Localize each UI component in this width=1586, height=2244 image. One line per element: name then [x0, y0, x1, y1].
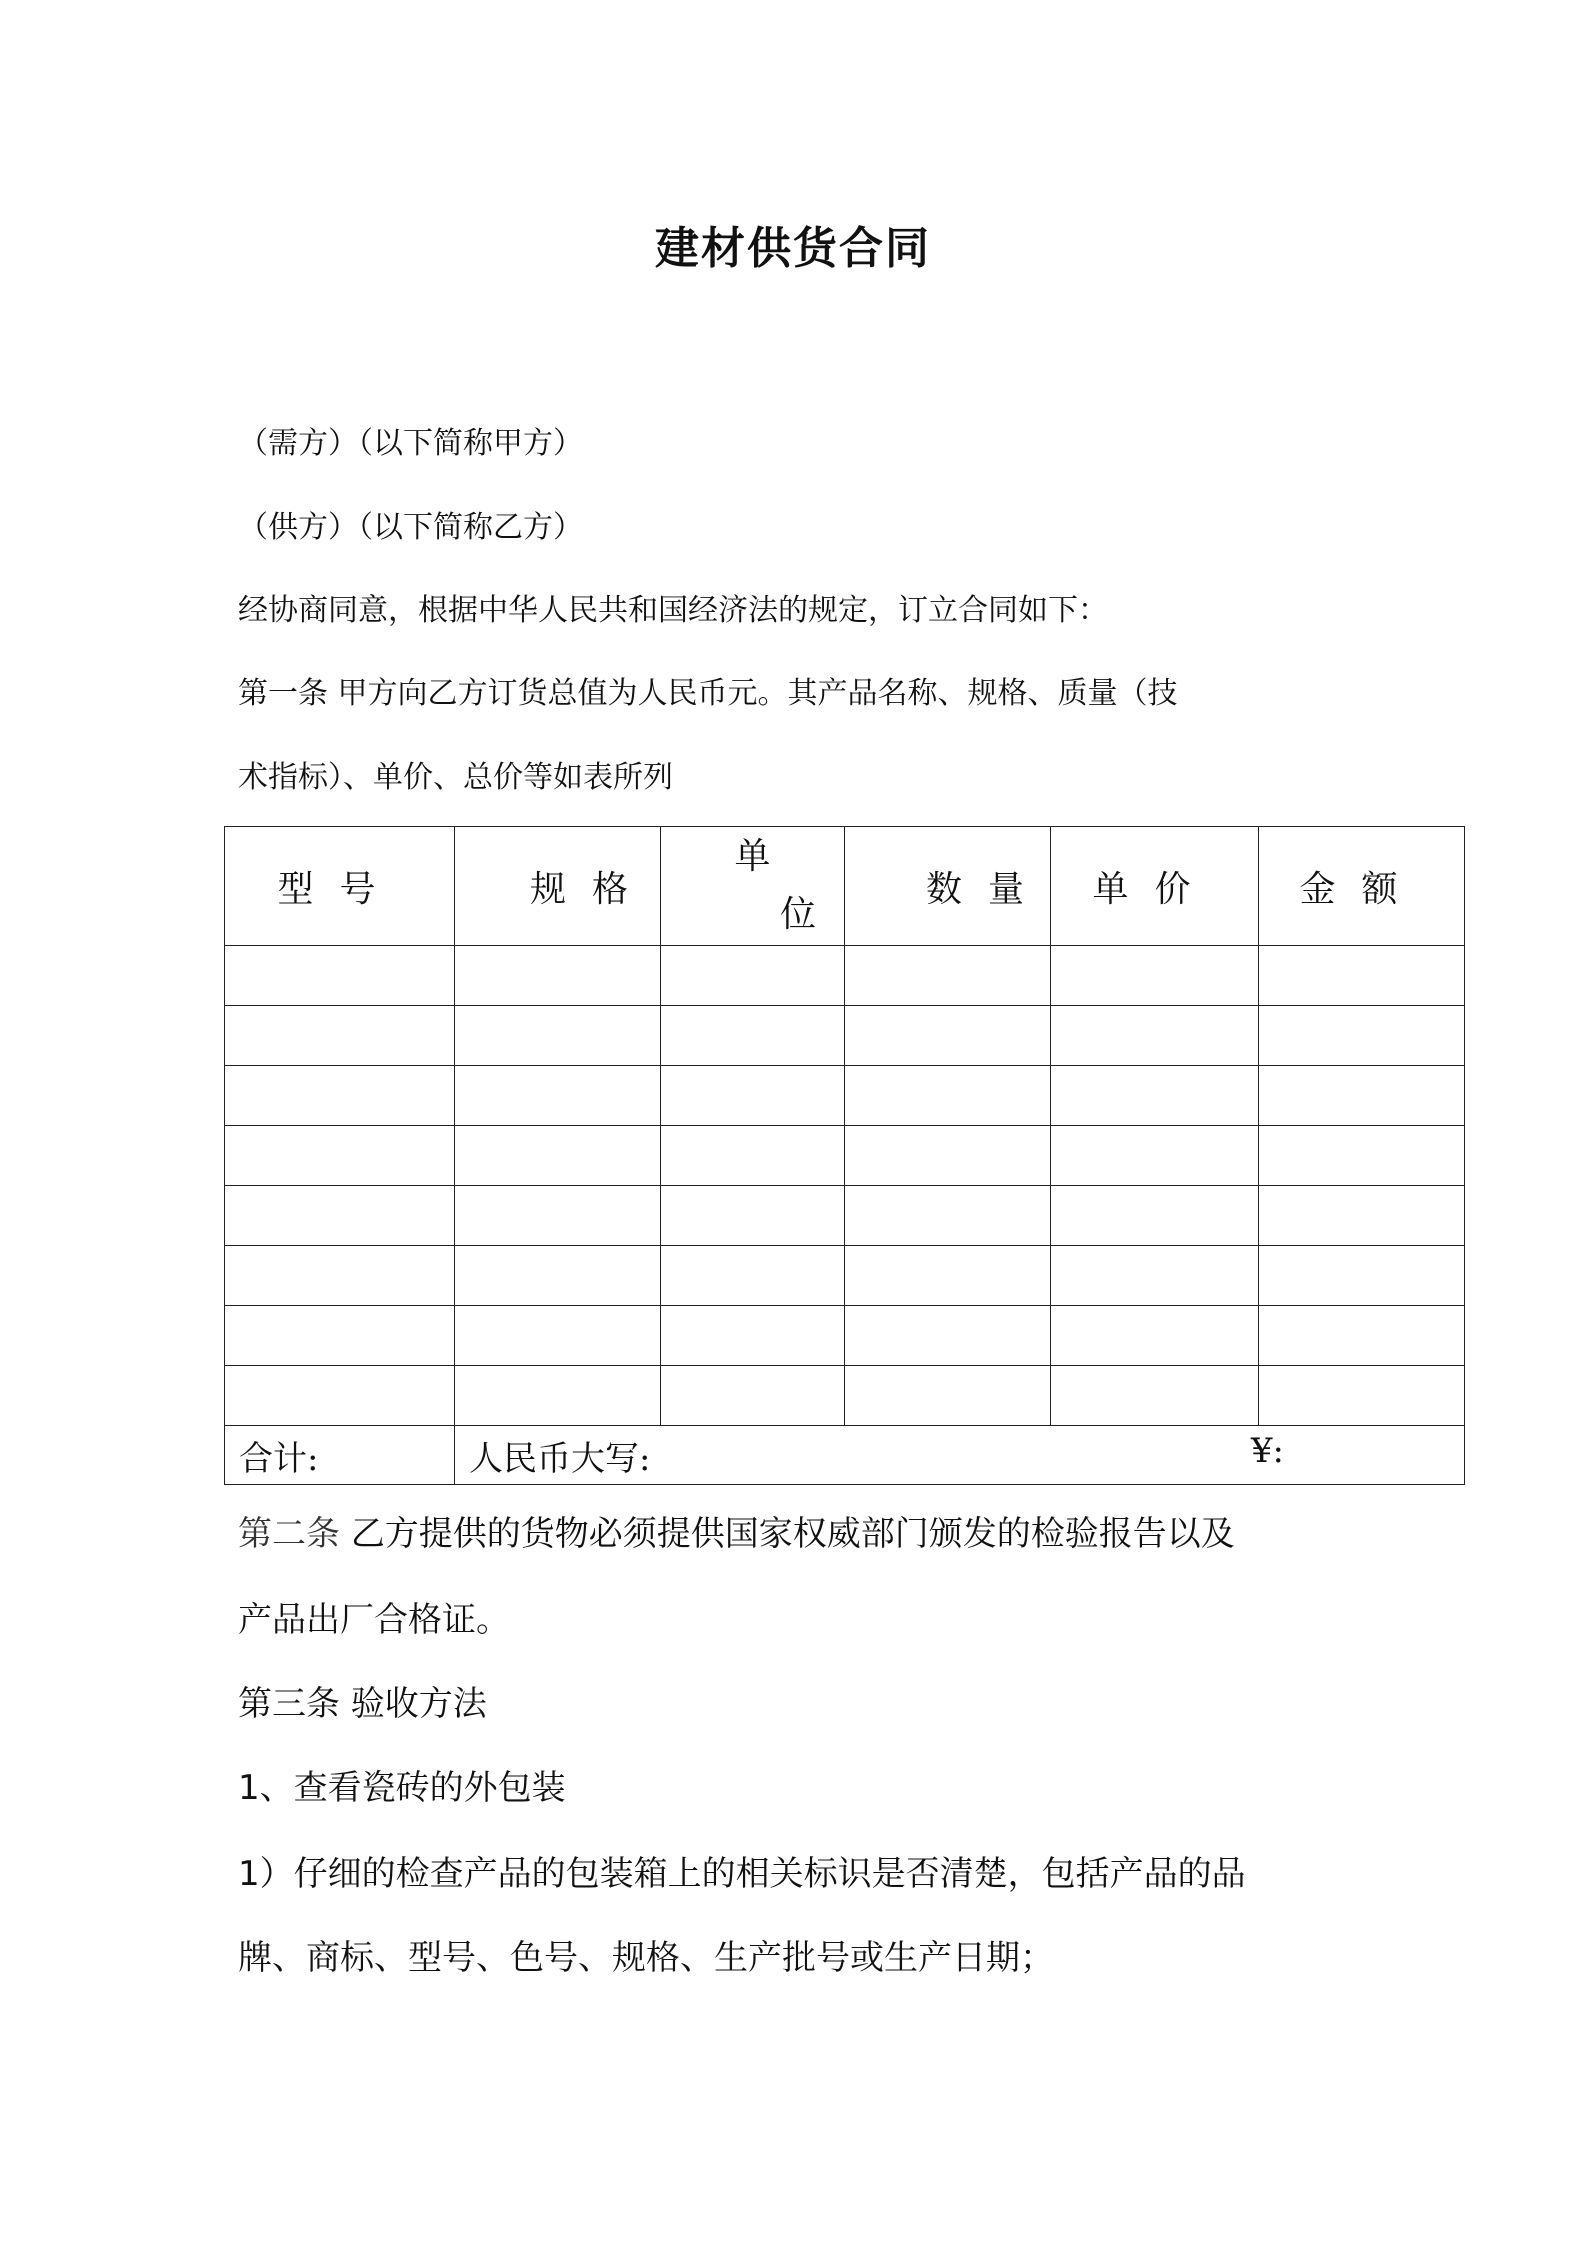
table-row — [225, 1006, 1465, 1066]
table-cell — [1051, 1006, 1259, 1066]
table-row — [225, 1366, 1465, 1426]
header-spec: 规格 — [455, 827, 661, 946]
table-cell — [1259, 1066, 1465, 1126]
table-cell — [661, 1126, 845, 1186]
header-quantity: 数量 — [845, 827, 1051, 946]
article2-label: 第二条 — [238, 1514, 340, 1554]
table-cell — [661, 1066, 845, 1126]
article1-line1: 第一条 甲方向乙方订货总值为人民币元。其产品名称、规格、质量（技 — [238, 676, 1178, 711]
yen-label: ¥: — [1250, 1430, 1284, 1471]
header-price: 单价 — [1051, 827, 1259, 946]
table-row — [225, 1126, 1465, 1186]
table-cell — [455, 1006, 661, 1066]
table-cell — [661, 1306, 845, 1366]
table-cell — [455, 1366, 661, 1426]
intro-line: 经协商同意，根据中华人民共和国经济法的规定，订立合同如下： — [238, 593, 1108, 628]
article1-line2: 术指标）、单价、总价等如表所列 — [238, 760, 673, 795]
buyer-line: （需方）（以下简称甲方） — [238, 426, 583, 461]
table-row — [225, 1306, 1465, 1366]
table-cell — [225, 1006, 455, 1066]
article2-text: 乙方提供的货物必须提供国家权威部门颁发的检验报告以及 — [350, 1514, 1235, 1554]
table-cell — [1051, 1366, 1259, 1426]
goods-table — [224, 826, 1465, 1485]
rmb-upper-label: 人民币大写: — [469, 1438, 651, 1479]
table-cell — [1051, 1186, 1259, 1246]
article3-heading: 第三条 验收方法 — [238, 1684, 487, 1724]
article2-line1 — [238, 1506, 1235, 1555]
header-unit — [661, 827, 845, 946]
table-cell — [1259, 1126, 1465, 1186]
supplier-line: （供方）（以下简称乙方） — [238, 510, 583, 545]
table-cell — [845, 1306, 1051, 1366]
table-cell — [225, 946, 455, 1006]
table-row — [225, 1186, 1465, 1246]
article3-sub1-line2: 牌、商标、型号、色号、规格、生产批号或生产日期； — [238, 1938, 1054, 1978]
table-row — [225, 946, 1465, 1006]
table-cell — [1259, 946, 1465, 1006]
table-cell — [845, 1006, 1051, 1066]
table-row — [225, 1066, 1465, 1126]
table-cell — [845, 1066, 1051, 1126]
table-cell — [1051, 1246, 1259, 1306]
table-cell — [225, 1306, 455, 1366]
table-cell — [845, 1126, 1051, 1186]
table-header-row — [225, 827, 1465, 946]
header-unit-top: 单 — [734, 836, 771, 877]
table-cell — [455, 1186, 661, 1246]
table-cell — [1259, 1306, 1465, 1366]
table-cell — [1051, 1306, 1259, 1366]
table-cell — [225, 1186, 455, 1246]
table-cell — [1259, 1186, 1465, 1246]
table-cell — [225, 1366, 455, 1426]
table-cell — [661, 1246, 845, 1306]
table-cell — [845, 1246, 1051, 1306]
header-amount: 金额 — [1259, 827, 1465, 946]
table-row — [225, 1246, 1465, 1306]
table-cell — [845, 1186, 1051, 1246]
article2-line2: 产品出厂合格证。 — [238, 1600, 510, 1640]
table-cell — [1051, 1066, 1259, 1126]
table-cell — [455, 1246, 661, 1306]
table-cell — [455, 1066, 661, 1126]
document-title: 建材供货合同 — [655, 223, 931, 274]
header-model: 型号 — [225, 827, 455, 946]
article3-item1: 1、查看瓷砖的外包装 — [238, 1768, 566, 1808]
header-unit-bottom: 位 — [779, 894, 816, 935]
table-cell — [1259, 1006, 1465, 1066]
table-cell — [1259, 1246, 1465, 1306]
table-cell — [225, 1066, 455, 1126]
table-cell — [661, 1366, 845, 1426]
table-cell — [455, 1306, 661, 1366]
table-cell — [1259, 1366, 1465, 1426]
table-cell — [661, 946, 845, 1006]
table-cell — [1051, 946, 1259, 1006]
table-cell — [661, 1186, 845, 1246]
total-label: 合计: — [225, 1426, 455, 1485]
table-cell — [455, 1126, 661, 1186]
table-cell — [845, 946, 1051, 1006]
table-total-row — [225, 1426, 1465, 1485]
total-amount-cell — [455, 1426, 1465, 1485]
table-cell — [1051, 1126, 1259, 1186]
table-cell — [845, 1366, 1051, 1426]
table-cell — [455, 946, 661, 1006]
article3-sub1-line1: 1）仔细的检查产品的包装箱上的相关标识是否清楚，包括产品的品 — [238, 1854, 1246, 1894]
table-cell — [661, 1006, 845, 1066]
table-cell — [225, 1246, 455, 1306]
table-cell — [225, 1126, 455, 1186]
